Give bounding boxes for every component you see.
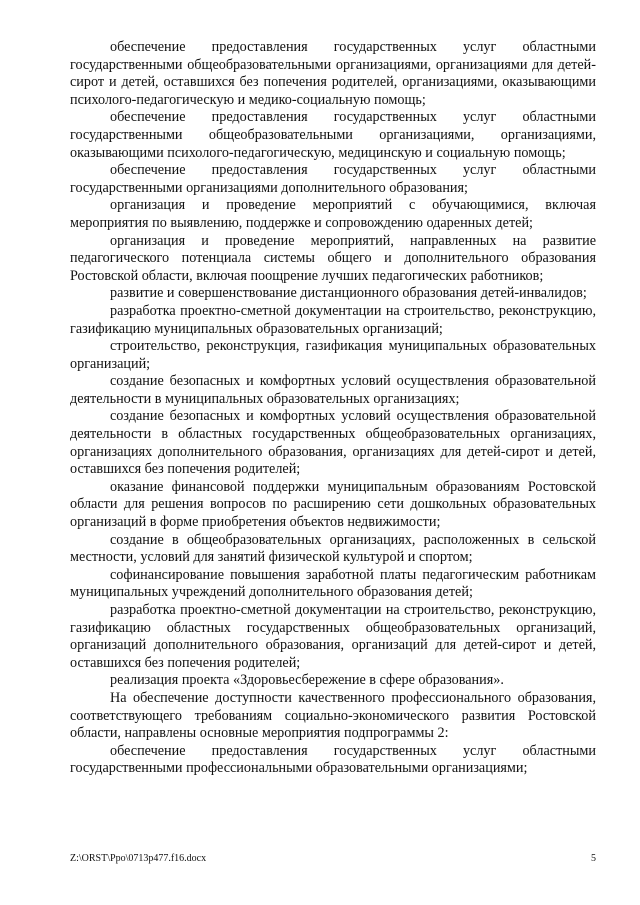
paragraph: строительство, реконструкция, газификация муниципальных образовательных организаций;: [70, 338, 596, 372]
paragraph: реализация проекта «Здоровьесбережение в сфере образования».: [110, 672, 504, 689]
paragraph: обеспечение предоставления государственных услуг областными государственными профессиональными образовательными организациями;: [70, 742, 596, 777]
paragraph: софинансирование повышения заработной платы педагогическим работникам муниципальных учреждений дополнительного образования детей;: [70, 566, 596, 601]
paragraph: организация и проведение мероприятий, направленных на развитие педагогического потенциала системы общего и дополнительного образования Ростовской области, включая поощрение лучших педагогических работников;: [70, 232, 596, 284]
paragraph: организация и проведение мероприятий с обучающимися, включая мероприятия по выявлению, поддержке и сопровождению одаренных детей;: [70, 197, 596, 231]
paragraph: обеспечение предоставления государственных услуг областными государственными организациями дополнительного образования;: [70, 162, 596, 196]
paragraph: разработка проектно-сметной документации на строительство, реконструкцию, газификацию муниципальных образовательных организаций;: [70, 302, 596, 337]
paragraph: обеспечение предоставления государственных услуг областными государственными общеобразовательными организациями, организациями для детей-сирот и детей, оставшихся без попечения родителей, организациями, оказывающими психолого-педагогическую и медико-социальную помощь;: [70, 39, 596, 108]
paragraph: создание в общеобразовательных организациях, расположенных в сельской местности, условий для занятий физической культурой и спортом;: [70, 531, 596, 566]
page-footer: [70, 853, 596, 864]
page-number: 5: [591, 853, 596, 864]
paragraph: обеспечение предоставления государственных услуг областными государственными общеобразовательными организациями, организациями, оказывающими психолого-педагогическую, медицинскую и социальную помощь;: [70, 109, 596, 161]
paragraph: создание безопасных и комфортных условий осуществления образовательной деятельности в областных государственных общеобразовательных организациях, организациях дополнительного образования, организациях для детей-сирот и детей, оставшихся без попечения родителей;: [70, 408, 596, 478]
paragraph: создание безопасных и комфортных условий осуществления образовательной деятельности в муниципальных образовательных организациях;: [70, 373, 596, 407]
paragraph: разработка проектно-сметной документации на строительство, реконструкцию, газификацию областных государственных общеобразовательных организаций, организаций дополнительного образования, организаций для детей-сирот и детей, оставшихся без попечения родителей;: [70, 602, 596, 671]
paragraph: На обеспечение доступности качественного профессионального образования, соответствующего требованиям социально-экономического развития Ростовской области, направлены основные мероприятия подпрограммы 2:: [70, 689, 596, 742]
document-body: [70, 39, 596, 778]
paragraph: оказание финансовой поддержки муниципальным образованиям Ростовской области для решения вопросов по расширению сети дошкольных образовательных организаций в форме приобретения объектов недвижимости;: [70, 478, 596, 531]
paragraph: развитие и совершенствование дистанционного образования детей-инвалидов;: [110, 285, 587, 302]
file-path: Z:\ORST\Ppo\0713p477.f16.docx: [70, 853, 207, 864]
